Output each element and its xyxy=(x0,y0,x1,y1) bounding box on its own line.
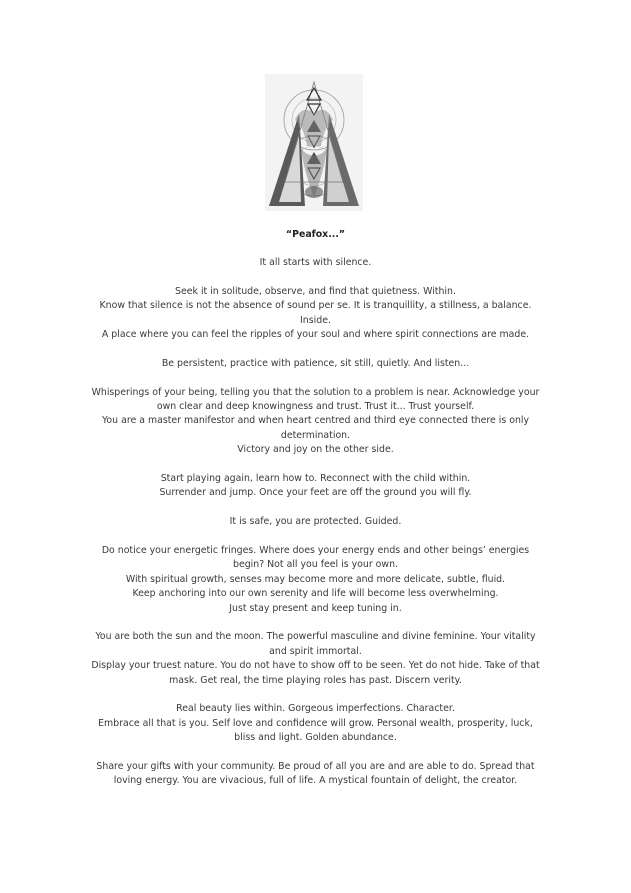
poem-body xyxy=(62,256,569,803)
text-line: It all starts with silence. xyxy=(259,257,372,268)
text-line: Display your truest nature. You do not have to show off to be seen. Yet do not hide. Take of that xyxy=(91,660,540,672)
text-line: Do notice your energetic fringes. Where does your energy ends and other beings’ energies xyxy=(101,545,530,557)
text-line: Whisperings of your being, telling you that the solution to a problem is near. Acknowledge your xyxy=(91,386,540,398)
text-line: Victory and joy on the other side. xyxy=(237,444,394,456)
text-line: Seek it in solitude, observe, and find that quietness. Within. xyxy=(175,285,456,297)
paragraph xyxy=(62,760,569,789)
text-line: determination. xyxy=(280,429,351,441)
text-line: bliss and light. Golden abundance. xyxy=(234,732,397,744)
text-line: Share your gifts with your community. Be proud of all you are and are able to do. Spread that xyxy=(96,761,535,773)
text-line: begin? Not all you feel is your own. xyxy=(233,559,398,571)
paragraph xyxy=(62,702,569,745)
paragraph xyxy=(62,386,569,458)
text-line: and spirit immortal. xyxy=(269,645,362,657)
text-line: Start playing again, learn how to. Reconnect with the child within. xyxy=(160,473,471,485)
text-line: loving energy. You are vivacious, full of life. A mystical fountain of delight, the creator. xyxy=(113,775,518,787)
text-line: It is safe, you are protected. Guided. xyxy=(229,516,402,528)
text-line: Just stay present and keep tuning in. xyxy=(229,602,402,614)
text-line: Know that silence is not the absence of sound per se. It is tranquillity, a stillness, a balance. xyxy=(99,300,532,312)
text-line: You are a master manifestor and when heart centred and third eye connected there is only xyxy=(101,415,530,427)
text-line: Keep anchoring into our own serenity and life will become less overwhelming. xyxy=(132,588,499,600)
text-line: A place where you can feel the ripples of your soul and where spirit connections are made. xyxy=(101,329,530,341)
paragraph xyxy=(62,285,569,343)
text-line: Embrace all that is you. Self love and confidence will grow. Personal wealth, prosperity, luck, xyxy=(98,717,533,729)
text-line: own clear and deep knowingness and trust. Trust it... Trust yourself. xyxy=(156,401,475,413)
text-line: Real beauty lies within. Gorgeous imperfections. Character. xyxy=(176,703,455,715)
text-line: mask. Get real, the time playing roles has past. Discern verity. xyxy=(169,674,462,686)
paragraph xyxy=(62,544,569,616)
text-line: You are both the sun and the moon. The powerful masculine and divine feminine. Your vitality xyxy=(95,631,536,643)
paragraph xyxy=(62,256,569,270)
text-line: Surrender and jump. Once your feet are off the ground you will fly. xyxy=(159,487,472,499)
paragraph xyxy=(62,515,569,529)
peafox-illustration xyxy=(265,74,363,211)
text-line: Be persistent, practice with patience, sit still, quietly. And listen... xyxy=(161,357,470,369)
paragraph xyxy=(62,472,569,501)
text-line: With spiritual growth, senses may become more and more delicate, subtle, fluid. xyxy=(125,573,506,585)
paragraph xyxy=(62,630,569,688)
paragraph xyxy=(62,357,569,371)
text-line: Inside. xyxy=(300,314,331,326)
poem-title: “Peafox...” xyxy=(285,229,346,240)
